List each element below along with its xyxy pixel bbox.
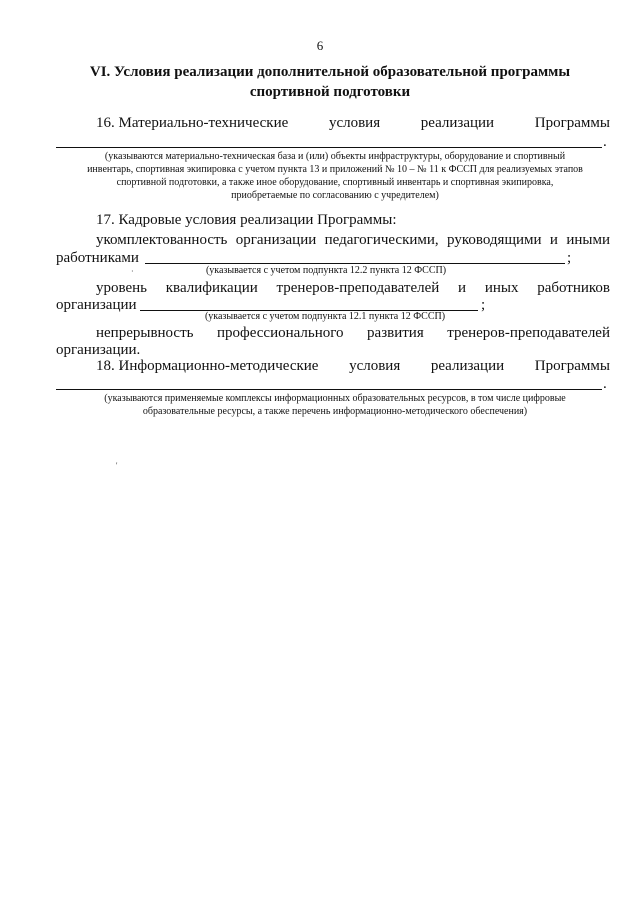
development-word: развития: [367, 325, 424, 341]
item-18-word: условия: [349, 358, 401, 374]
qualification-word: квалификации: [165, 280, 258, 296]
item-16-word: 16. Материально-технические: [96, 115, 289, 131]
page-number: 6: [316, 38, 324, 53]
stray-mark: ': [116, 461, 118, 470]
staffing-word: и: [549, 232, 558, 248]
staffing-continuation: работниками: [56, 250, 139, 266]
item-18-end-mark: .: [603, 376, 607, 392]
section-title: [60, 62, 600, 102]
staffing-end-mark: ;: [567, 250, 572, 266]
item-16-note-line: инвентарь, спортивная экипировка с учетом пункта 13 и приложений № 10 – № 11 к ФССП для реализуемых этапов: [87, 164, 583, 175]
section-title-line-1: VI. Условия реализации дополнительной образовательной программы: [89, 64, 571, 80]
development-continuation: организации.: [56, 342, 141, 358]
item-18-word: 18. Информационно-методические: [96, 358, 319, 374]
item-18-fill-line: [56, 389, 602, 390]
item-16-end-mark: .: [603, 134, 607, 150]
development-word: тренеров-преподавателей: [447, 325, 610, 341]
section-title-line-2: спортивной подготовки: [249, 84, 411, 100]
item-16-word: Программы: [534, 115, 610, 131]
qualification-end-mark: ;: [481, 297, 486, 313]
item-16-heading: [96, 114, 610, 132]
qualification-word: иных: [484, 280, 519, 296]
qualification-note: (указывается с учетом подпункта 12.1 пункта 12 ФССП): [204, 311, 446, 322]
item-16-note: [56, 150, 614, 202]
item-18-heading: [96, 357, 610, 375]
item-16-fill-line: [56, 147, 602, 148]
item-18-word: реализации: [430, 358, 505, 374]
qualification-word: работников: [537, 280, 610, 296]
item-18-note-line: образовательные ресурсы, а также перечень информационно-методического обеспечения): [142, 406, 528, 417]
item-16-word: реализации: [420, 115, 495, 131]
development-word: профессионального: [216, 325, 344, 341]
item-17-development-line: [96, 324, 610, 342]
staffing-word: руководящими: [447, 232, 542, 248]
staffing-word: иными: [566, 232, 610, 248]
item-16-word: условия: [328, 115, 381, 131]
development-word: непрерывность: [96, 325, 194, 341]
stray-mark: ·: [131, 267, 134, 276]
item-16-note-line: приобретаемые по согласованию с учредителем): [231, 190, 439, 201]
item-16-note-line: (указываются материально-техническая база и (или) объекты инфраструктуры, оборудование и спортивный: [104, 151, 566, 162]
qualification-word: уровень: [96, 280, 148, 296]
item-17-staffing-line: [96, 231, 610, 249]
item-18-note: [56, 392, 614, 418]
item-18-word: Программы: [534, 358, 610, 374]
staffing-word: организации: [235, 232, 317, 248]
qualification-word: и: [458, 280, 467, 296]
item-16-note-line: спортивной подготовки, а также иное оборудование, спортивный инвентарь и спортивная экипировка,: [116, 177, 554, 188]
qualification-continuation: организации: [56, 297, 137, 313]
staffing-word: педагогическими,: [324, 232, 439, 248]
item-18-note-line: (указываются применяемые комплексы информационных образовательных ресурсов, в том числе цифровые: [104, 393, 566, 404]
item-17-heading: 17. Кадровые условия реализации Программы:: [96, 212, 397, 228]
item-17-qualification-line: [96, 279, 610, 297]
staffing-note: (указывается с учетом подпункта 12.2 пункта 12 ФССП): [205, 265, 447, 276]
qualification-word: тренеров-преподавателей: [276, 280, 440, 296]
staffing-word: укомплектованность: [96, 232, 228, 248]
